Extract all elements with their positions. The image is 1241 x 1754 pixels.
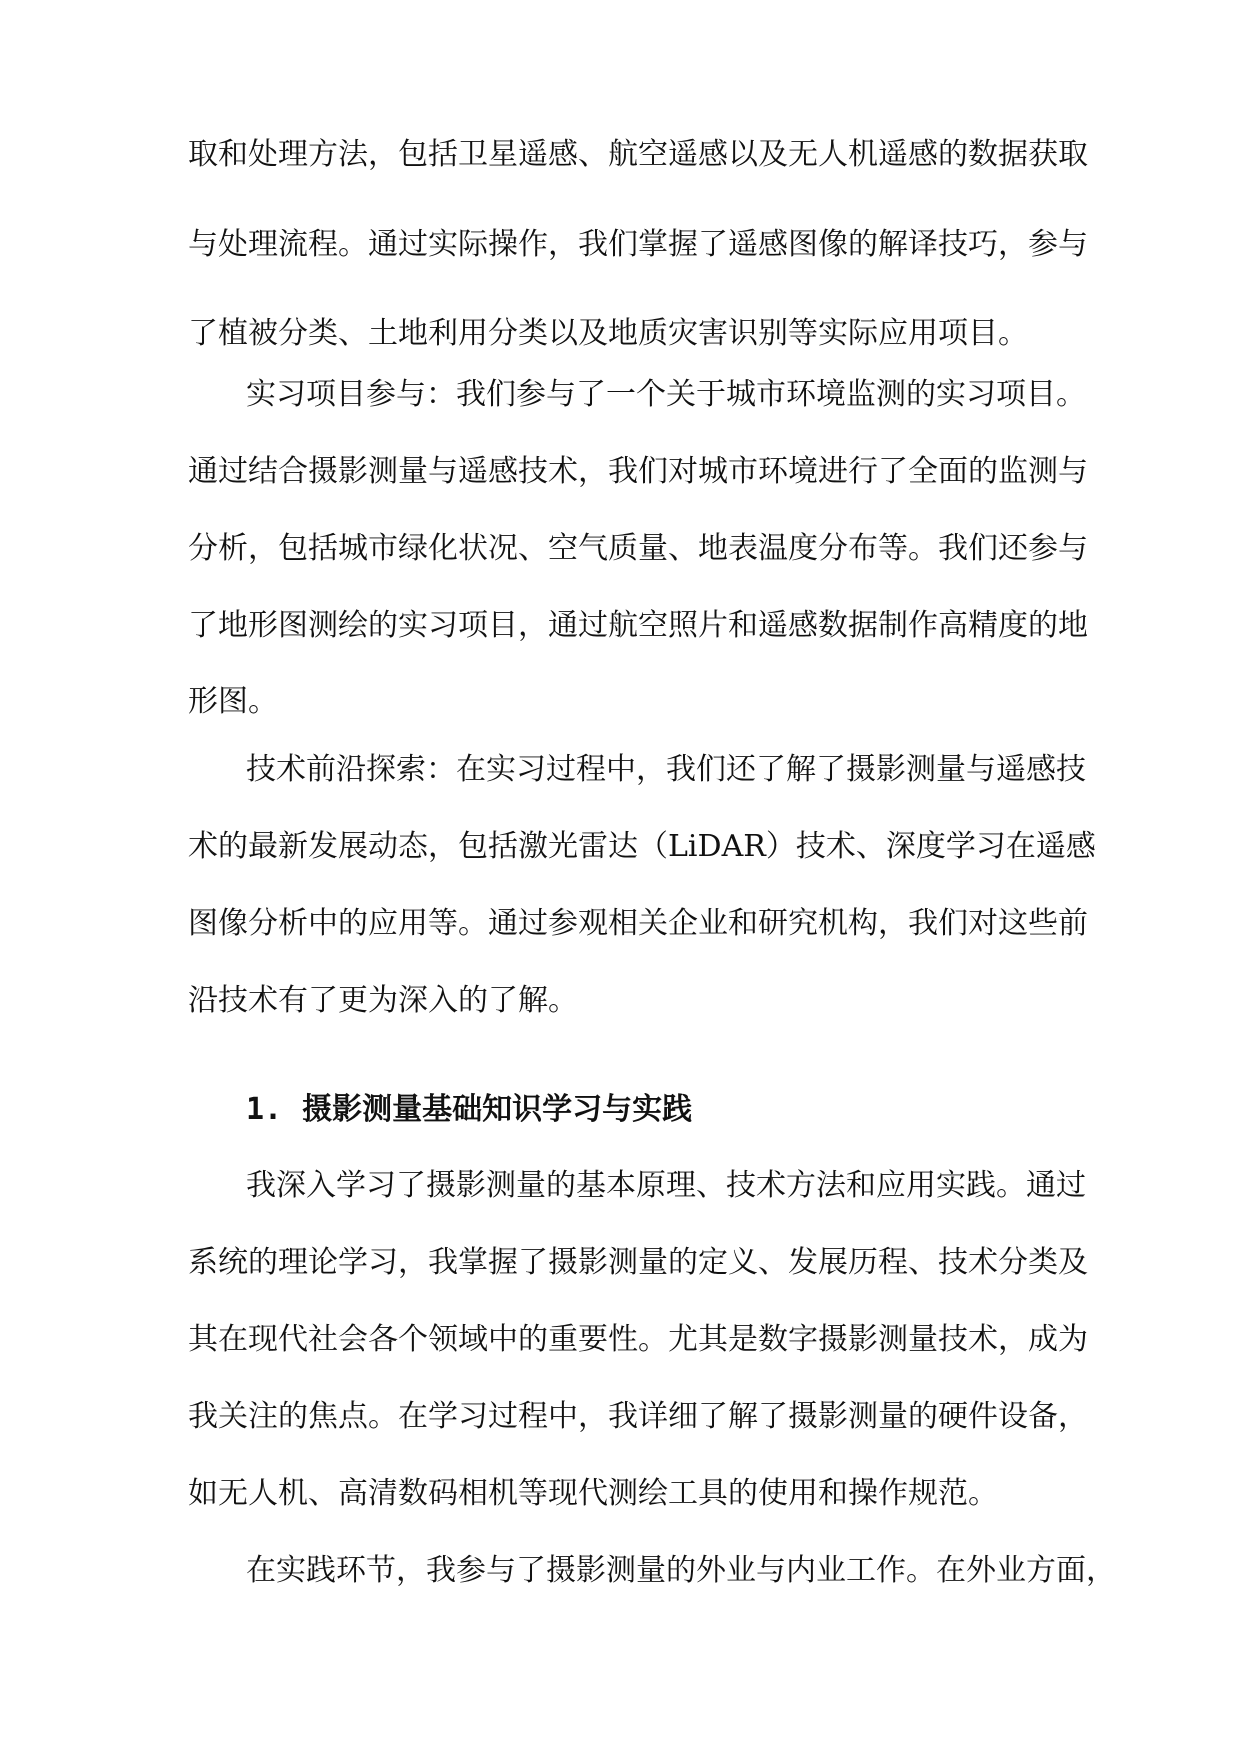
section-paragraph-1-line-3: 其在现代社会各个领域中的重要性。尤其是数字摄影测量技术，成为 [188,1322,1088,1357]
paragraph-1-line-1: 取和处理方法，包括卫星遥感、航空遥感以及无人机遥感的数据获取 [188,137,1088,172]
paragraph-3-line-3: 图像分析中的应用等。通过参观相关企业和研究机构，我们对这些前 [188,906,1088,941]
paragraph-2-line-4: 了地形图测绘的实习项目，通过航空照片和遥感数据制作高精度的地 [188,608,1088,643]
paragraph-2-line-5: 形图。 [188,684,278,719]
section-title: 摄影测量基础知识学习与实践 [302,1092,693,1127]
section-heading [246,1092,692,1128]
paragraph-3-line-4: 沿技术有了更为深入的了解。 [188,983,578,1018]
section-paragraph-1-line-5: 如无人机、高清数码相机等现代测绘工具的使用和操作规范。 [188,1476,998,1511]
section-number: 1. [246,1092,283,1127]
section-paragraph-1-line-2: 系统的理论学习，我掌握了摄影测量的定义、发展历程、技术分类及 [188,1245,1088,1280]
paragraph-2-line-3: 分析，包括城市绿化状况、空气质量、地表温度分布等。我们还参与 [188,531,1088,566]
paragraph-2-line-1: 实习项目参与：我们参与了一个关于城市环境监测的实习项目。 [246,377,1086,412]
paragraph-1-line-3: 了植被分类、土地利用分类以及地质灾害识别等实际应用项目。 [188,316,1028,351]
section-paragraph-1-line-1: 我深入学习了摄影测量的基本原理、技术方法和应用实践。通过 [246,1168,1086,1203]
section-paragraph-1-line-4: 我关注的焦点。在学习过程中，我详细了解了摄影测量的硬件设备， [188,1399,1088,1434]
paragraph-1-line-2: 与处理流程。通过实际操作，我们掌握了遥感图像的解译技巧，参与 [188,227,1088,262]
section-paragraph-2-line-1: 在实践环节，我参与了摄影测量的外业与内业工作。在外业方面， [246,1553,1116,1588]
paragraph-3-line-1: 技术前沿探索：在实习过程中，我们还了解了摄影测量与遥感技 [246,752,1086,787]
paragraph-2-line-2: 通过结合摄影测量与遥感技术，我们对城市环境进行了全面的监测与 [188,454,1088,489]
paragraph-3-line-2: 术的最新发展动态，包括激光雷达（LiDAR）技术、深度学习在遥感 [188,829,1096,864]
